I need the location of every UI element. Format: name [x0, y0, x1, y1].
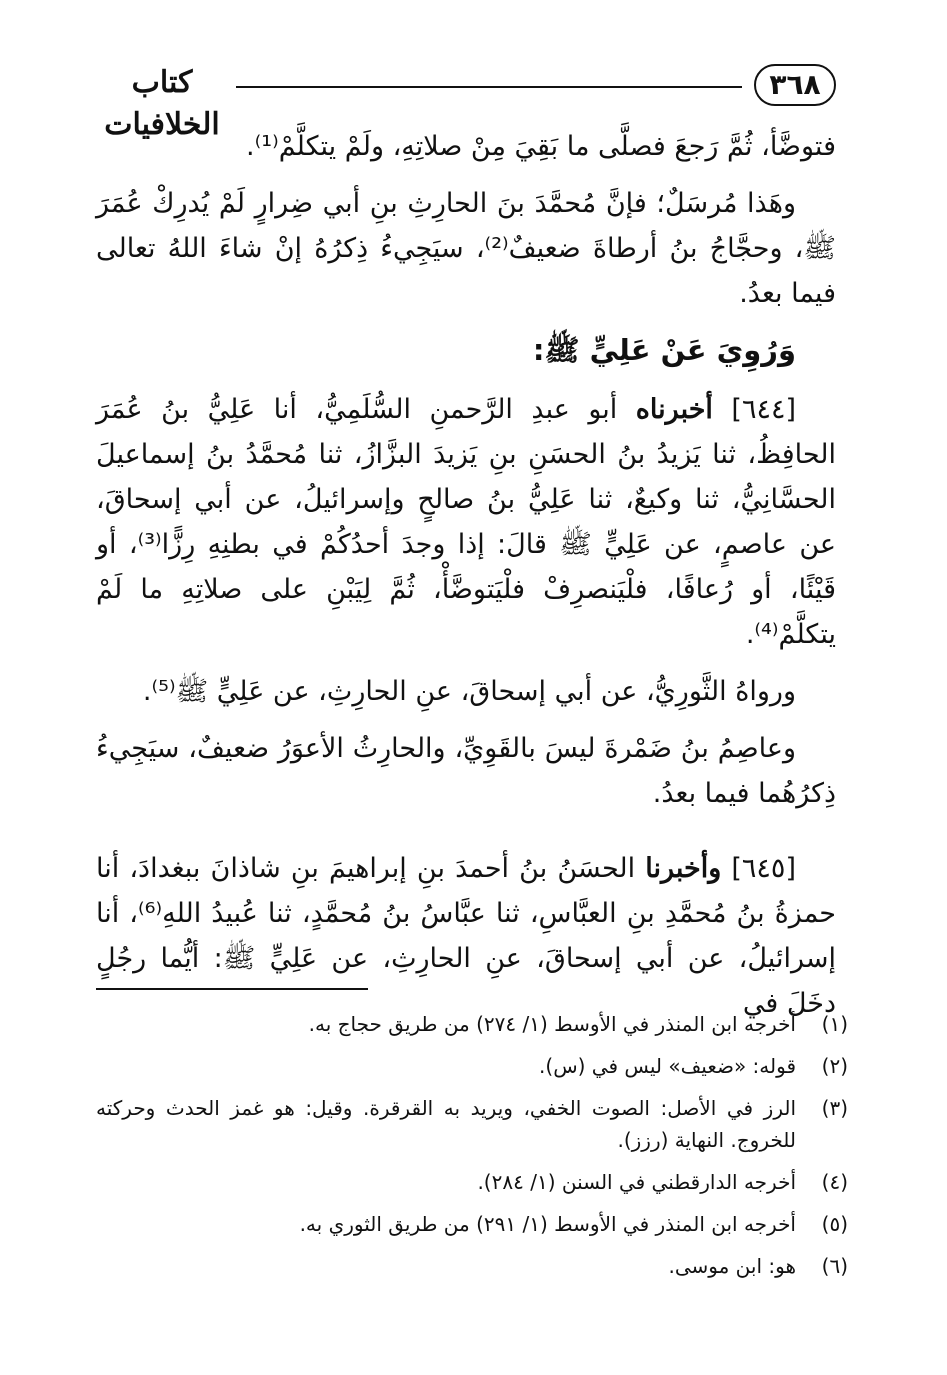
- footnote-text: هو: ابن موسى.: [668, 1254, 796, 1278]
- hadith-645: [96, 846, 836, 1026]
- footnote-text: قوله: «ضعيف» ليس في (س).: [539, 1054, 796, 1078]
- main-text: [96, 124, 836, 1038]
- footnote-number: (٣): [821, 1096, 848, 1120]
- paragraph-2: وهَذا مُرسَلٌ؛ فإنَّ مُحمَّدَ بنَ الحارِثِ بنِ أبي ضِرارٍ لَمْ يُدرِكْ عُمَرَ ﷺ، وحجَّاجُ بنُ أرطاةَ ضعيفٌ⁽²⁾، سيَجِيءُ ذِكرُهُ إنْ شاءَ اللهُ تعالى فيما بعدُ.: [96, 188, 836, 309]
- section-heading: وَرُوِيَ عَنْ عَلِيٍّ ﷺ:: [532, 333, 796, 367]
- footnote-item: [96, 1166, 848, 1198]
- paragraph-4: وعاصِمُ بنُ ضَمْرةَ ليسَ بالقَوِيِّ، والحارِثُ الأعوَرُ ضعيفٌ، سيَجِيءُ ذِكرُهُما فيما بعدُ.: [96, 733, 836, 809]
- footnote-item: [96, 1092, 848, 1156]
- hadith-text: أبو عبدِ الرَّحمنِ السُّلَمِيُّ، أنا عَلِيُّ بنُ عُمَرَ الحافِظُ، ثنا يَزيدُ بنُ الحسَنِ بنِ يَزيدَ البزَّازُ، ثنا مُحمَّدُ بنُ إسماعيلَ الحسَّانِيُّ، ثنا وكيعٌ، ثنا عَلِيُّ بنُ صالحٍ وإسرائيلُ، عن أبي إسحاقَ، عن عاصمٍ، عن عَلِيٍّ ﷺ قالَ: إذا وجدَ أحدُكُمْ في بطنِهِ رِزًّا⁽³⁾، أو قَيْئًا، أو رُعافًا، فلْيَنصرِفْ فلْيَتوضَّأْ، ثُمَّ لِيَبْنِ على صلاتِهِ ما لَمْ يتكلَّمْ⁽⁴⁾.: [96, 394, 836, 650]
- hadith-644: [96, 387, 836, 657]
- footnote-text: الرز في الأصل: الصوت الخفي، ويريد به القرقرة. وقيل: هو غمز الحدث وحركته للخروج. النهاية (رزز).: [96, 1096, 796, 1152]
- footnote-number: (٥): [821, 1212, 848, 1236]
- footnote-number: (٢): [821, 1054, 848, 1078]
- footnote-item: [96, 1050, 848, 1082]
- hadith-number: [٦٤٤]: [731, 394, 796, 425]
- footnote-text: أخرجه ابن المنذر في الأوسط (١/ ٢٧٤) من طريق حجاج به.: [308, 1012, 796, 1036]
- footnote-item: [96, 1208, 848, 1240]
- footnote-item: [96, 1008, 848, 1040]
- footnotes: [96, 1008, 848, 1292]
- footnote-divider: [96, 988, 368, 990]
- hadith-lead-word: أخبرناه: [635, 394, 713, 425]
- paragraph-1: فتوضَّأ، ثُمَّ رَجعَ فصلَّى ما بَقِيَ مِنْ صلاتِهِ، ولَمْ يتكلَّمْ⁽¹⁾.: [246, 131, 836, 162]
- hadith-number: [٦٤٥]: [731, 853, 796, 884]
- footnote-number: (٦): [821, 1254, 848, 1278]
- footnote-text: أخرجه الدارقطني في السنن (١/ ٢٨٤).: [477, 1170, 796, 1194]
- footnote-number: (٤): [821, 1170, 848, 1194]
- book-title: كتاب الخلافيات: [104, 65, 220, 142]
- hadith-text: الحسَنُ بنُ أحمدَ بنِ إبراهيمَ بنِ شاذانَ ببغدادَ، أنا حمزةُ بنُ مُحمَّدِ بنِ العبَّاسِ، ثنا عبَّاسُ بنُ مُحمَّدٍ، ثنا عُبيدُ اللهِ⁽⁶⁾، أنا إسرائيلُ، عن أبي إسحاقَ، عنِ الحارِثِ، عن عَلِيٍّ ﷺ: أيُّما رجُلٍ دخَلَ في: [96, 853, 836, 1019]
- paragraph-3: ورواهُ الثَّورِيُّ، عن أبي إسحاقَ، عنِ الحارِثِ، عن عَلِيٍّ ﷺ⁽⁵⁾.: [142, 676, 796, 707]
- hadith-lead-word: وأخبرنا: [645, 853, 722, 884]
- footnote-item: [96, 1250, 848, 1282]
- page-header: [96, 62, 836, 142]
- footnote-text: أخرجه ابن المنذر في الأوسط (١/ ٢٩١) من طريق الثوري به.: [299, 1212, 796, 1236]
- page-number-badge: ٣٦٨: [754, 64, 836, 106]
- footnote-number: (١): [821, 1012, 848, 1036]
- spacer: [96, 828, 836, 846]
- header-divider: [236, 86, 742, 88]
